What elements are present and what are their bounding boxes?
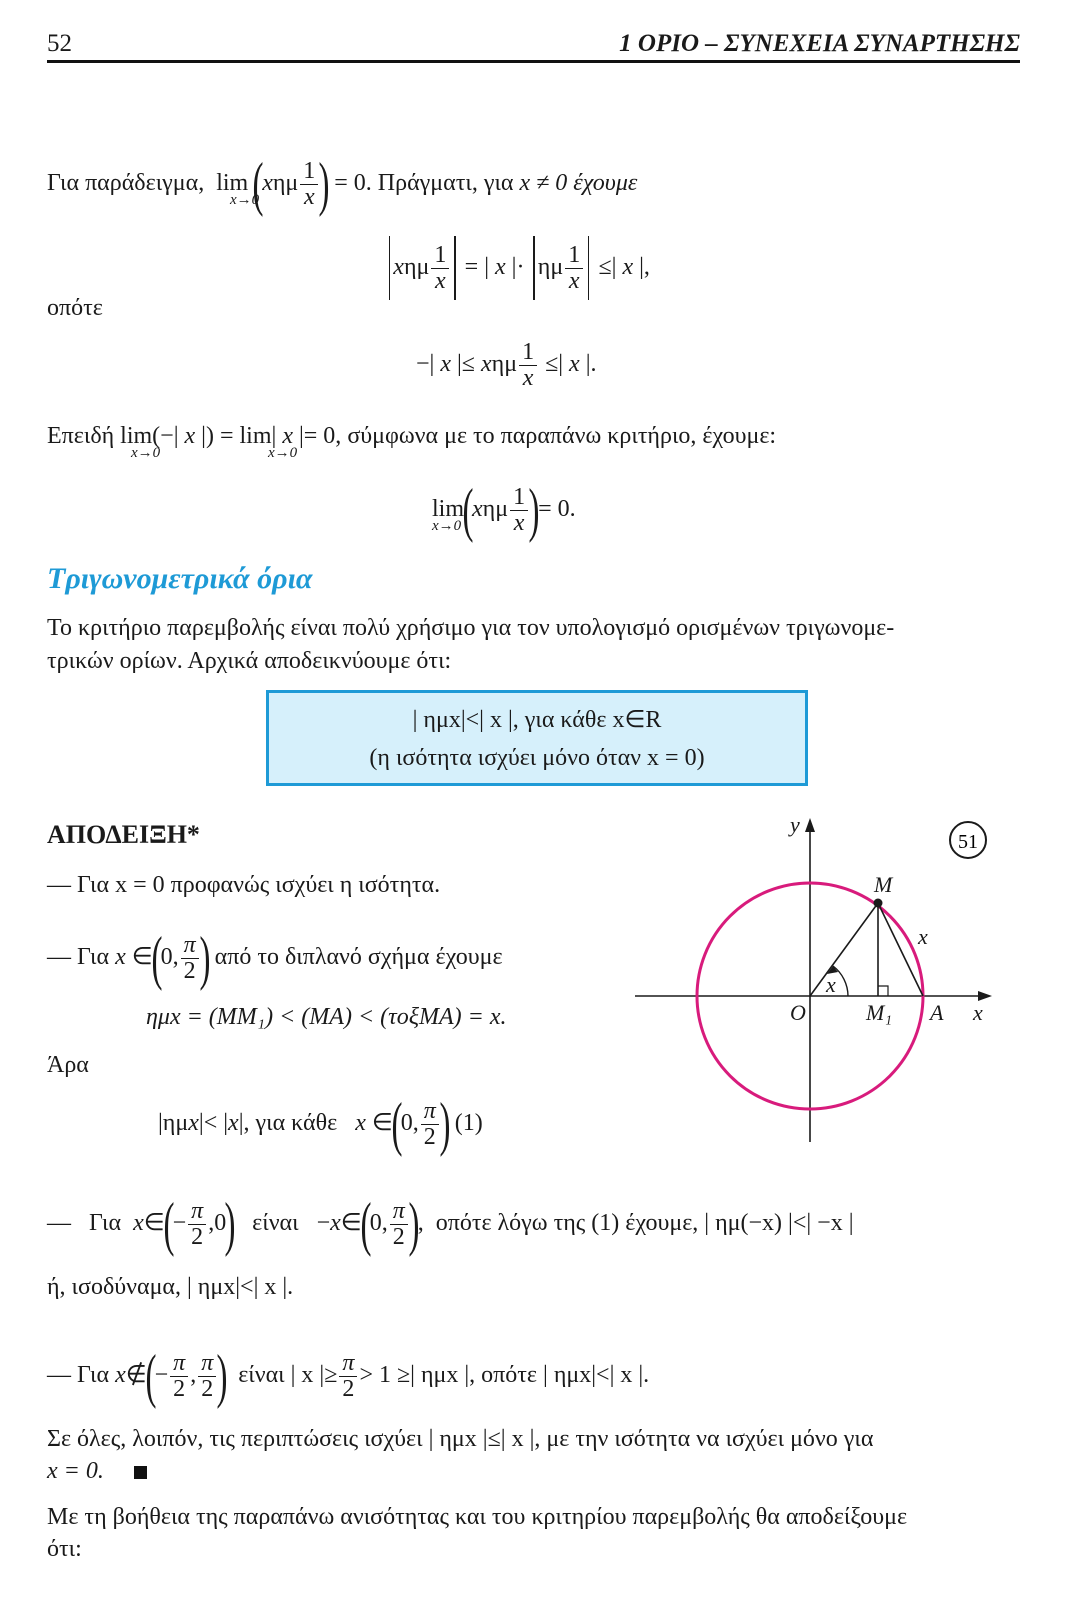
figure-number-badge [950,822,986,858]
label-M: M [874,872,893,897]
theorem-line-2: (η ισότητα ισχύει μόνο όταν x = 0) [369,745,705,771]
case2-text: από το διπλανό σχήμα έχουμε [214,944,503,970]
inequality-1: |ημx|< |x|, για κάθε x ∈(0, $\frac{\pi}{2}$ ) (1) [158,1091,483,1158]
proof-case-2: — Για x ∈(0, $\frac{\pi}{2}$ ) από το διπλανό σχήμα έχουμε [47,925,503,992]
case4-mid: είναι | x |≥ [238,1362,338,1388]
case4-tail: > 1 ≥| ημx |, οπότε | ημx|<| x |. [359,1362,650,1388]
label-O: O [790,1000,806,1025]
section-title: Τριγωνομετρικά όρια [47,562,313,595]
chain-inequality: ημx = (MM₁) < (MA) < (τοξMA) = x. [146,1004,507,1030]
example-intro: Για παράδειγμα, [47,170,205,196]
example-line: Για παράδειγμα, lim (xημ $\frac{1}{x}$ ) = 0. Πράγματι, για x ≠ 0 έχουμε [47,151,638,218]
qed-square [134,1466,147,1479]
label-x-axis: x [973,1000,983,1025]
equivalently: ή, ισοδύναμα, | ημx|<| x |. [47,1274,294,1300]
label-M1: M₁ [866,1000,892,1025]
final-line-1: Με τη βοήθεια της παραπάνω ανισότητας και του κριτηρίου παρεμβολής θα αποδείξουμε [47,1504,908,1530]
theorem-box [266,690,808,786]
label-arc-x: x [918,924,928,949]
radius-OM [810,903,878,996]
ineq1-text: για κάθε [255,1110,338,1136]
theorem-line-1: | ημx|<| x |, για κάθε x∈R [412,707,662,733]
case3-mid: είναι [252,1210,299,1236]
unit-circle-figure [630,810,1030,1150]
point-M [874,899,883,908]
case3-result: | ημ(−x) |<| −x | [704,1210,854,1236]
proof-title: ΑΠΟΔΕΙΞΗ* [47,820,200,849]
y-axis-arrow [805,818,815,832]
textbook-page: 52 1 ΟΡΙΟ – ΣΥΝΕΧΕΙΑ ΣΥΝΑΡΤΗΣΗΣ Για παράδειγμα, lim (xημ $\frac{1}{x}$ ) = 0. Πράγματι, για x ≠ 0 έχουμε x→0 xημ $\frac{1}{x}$ = | x |· ημ $\frac{1}{x}$ ≤| x |, οπότε −| x |≤ xημ $\frac{1}{x}$ ≤| x |. Επειδή lim(−| x |) = lim| x |= 0, σύμφωνα με το παραπάνω κριτήριο, έχουμε: x→0 x→0 lim(xημ $\frac{1}{x}$ )= 0. x→0 Τριγωνομετρικά όρια Το κριτήριο παρεμβολής είναι πολύ χρήσιμο για τον υπολογισμό ορισμένων τριγωνομε- τρικών ορίων. Αρχικά αποδεικνύουμε ότι: | ημx|<| x |, για κάθε x∈R (η ισότητα ισχύει μόνο όταν x = 0) ΑΠΟΔΕΙΞΗ* — Για x = 0 προφανώς ισχύει η ισότητα. — Για x ∈(0, $\frac{\pi}{2}$ ) από το διπλανό σχήμα έχουμε ημx = (MM₁) < (MA) < (τοξMA) = x. Άρα |ημx|< |x|, για κάθε x ∈(0, $\frac{\pi}{2}$ ) (1) — Για x∈(− $\frac{\pi}{2}$ ,0) είναι −x∈(0, $\frac{\pi}{2}$ ), οπότε λόγω της (1) έχουμε, | ημ(−x) |<| −x | ή, ισοδύναμα, | ημx|<| x |. — Για x∉(− $\frac{\pi}{2}$ , $\frac{\pi}{2}$ ) είναι | x |≥ $\frac{\pi}{2}$ > 1 ≥| ημx |, οπότε | ημx|<| x |. Σε όλες, λοιπόν, τις περιπτώσεις ισχύει | ημx |≤| x |, με την ισότητα να ισχύει μόνο για x = 0. Με τη βοήθεια της παραπάνω ανισότητας και του κριτηρίου παρεμβολής θα αποδείξουμε ότι: 51 y x O M M₁ A x x [0,0,1072,1600]
conclusion-line-2 [47,1458,147,1485]
intro-line-1: Το κριτήριο παρεμβολής είναι πολύ χρήσιμο για τον υπολογισμό ορισμένων τριγωνομε- [47,615,895,641]
label-angle-x: x [826,972,836,997]
figure-number: 51 [958,831,978,853]
proof-case-1: — Για x = 0 προφανώς ισχύει η ισότητα. [47,872,441,898]
final-line-2: ότι: [47,1536,82,1562]
epeidi-text: σύμφωνα με το παραπάνω κριτήριο, έχουμε: [347,423,777,449]
page-number: 52 [47,30,72,57]
example-after: = 0. Πράγματι, για [334,170,514,196]
chord-MA [878,903,923,996]
proof-case-3: — Για x∈(− $\frac{\pi}{2}$ ,0) είναι −x∈(0, $\frac{\pi}{2}$ ), οπότε λόγω της (1) έχουμε, | ημ(−x) |<| −x | [47,1191,854,1258]
example-cond: x ≠ 0 έχουμε [519,170,638,196]
case3-tail: οπότε λόγω της (1) έχουμε, [435,1210,699,1236]
label-y: y [790,812,800,837]
tag-1: (1) [454,1110,483,1136]
ara: Άρα [47,1052,89,1078]
bound-equation: −| x |≤ xημ $\frac{1}{x}$ ≤| x |. [416,338,597,391]
opote: οπότε [47,295,103,321]
epeidi-line: Επειδή lim(−| x |) = lim| x |= 0, σύμφωνα με το παραπάνω κριτήριο, έχουμε: [47,423,777,449]
page-header [47,26,1020,63]
chapter-title: 1 ΟΡΙΟ – ΣΥΝΕΧΕΙΑ ΣΥΝΑΡΤΗΣΗΣ [619,30,1020,57]
abs-equation: xημ $\frac{1}{x}$ = | x |· ημ $\frac{1}{x}$ ≤| x |, [386,232,650,302]
limit-result: lim(xημ $\frac{1}{x}$ )= 0. [432,477,576,544]
right-angle-mark [878,986,888,996]
proof-case-4: — Για x∉(− $\frac{\pi}{2}$ , $\frac{\pi}{2}$ ) είναι | x |≥ $\frac{\pi}{2}$ > 1 ≥| ημx |, οπότε | ημx|<| x |. [47,1343,650,1410]
intro-line-2: τρικών ορίων. Αρχικά αποδεικνύουμε ότι: [47,648,452,674]
conclusion-line-1: Σε όλες, λοιπόν, τις περιπτώσεις ισχύει | ημx |≤| x |, με την ισότητα να ισχύει μόνο για [47,1426,874,1452]
conclusion-x0: x = 0. [47,1458,104,1484]
label-A: A [930,1000,944,1025]
